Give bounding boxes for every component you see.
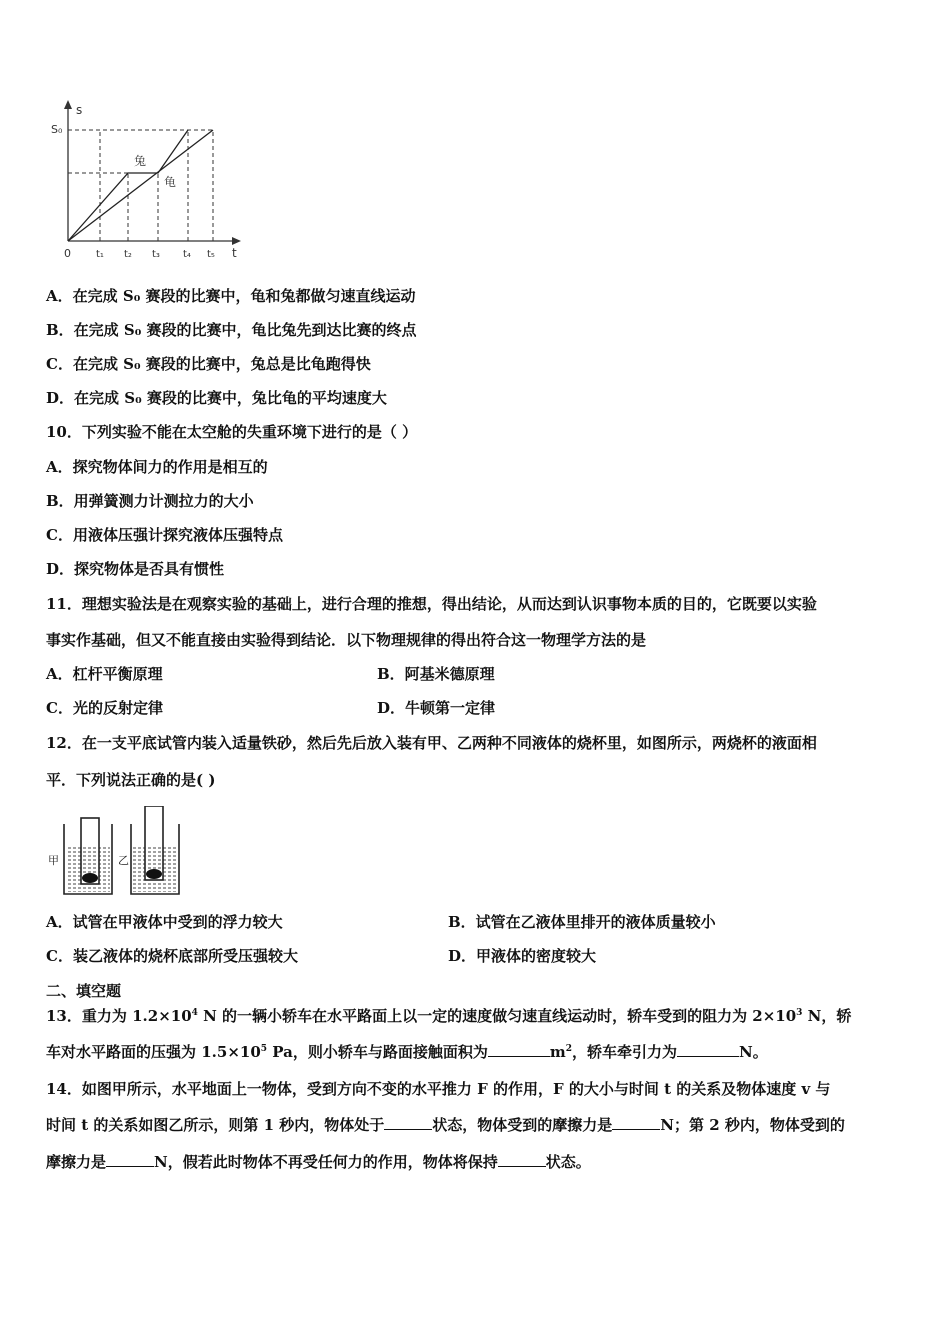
q13-unit-exp: 2 <box>565 1044 572 1054</box>
q14-line2-b: 状态，物体受到的摩擦力是 <box>432 1116 613 1134</box>
tick-t3: t₃ <box>152 249 160 260</box>
q10-option-b: B．用弹簧测力计测拉力的大小 <box>46 492 254 510</box>
s0-label: S₀ <box>51 123 63 136</box>
turtle-line <box>68 130 213 241</box>
tick-t1: t₁ <box>96 249 104 260</box>
iron-sand-yi <box>146 869 162 879</box>
q14-line2-c: N；第 2 秒内，物体受到的 <box>660 1116 845 1134</box>
q13-line1-c: N，轿 <box>802 1007 852 1025</box>
q13-exp1: 4 <box>191 1008 198 1018</box>
s-axis-arrow <box>64 100 72 109</box>
rabbit-label: 兔 <box>134 154 147 168</box>
tick-t2: t₂ <box>124 249 132 260</box>
q14-blank-state1[interactable] <box>384 1115 432 1130</box>
t-axis-arrow <box>232 237 241 245</box>
tick-t5: t₅ <box>207 249 215 260</box>
q12-option-b: B．试管在乙液体里排开的液体质量较小 <box>448 913 716 931</box>
q13-blank-area[interactable] <box>488 1042 550 1057</box>
q10-stem: 10．下列实验不能在太空舱的失重环境下进行的是（ ） <box>46 423 418 441</box>
q10-option-d: D．探究物体是否具有惯性 <box>46 560 225 578</box>
q13-line2-c: m <box>549 1043 566 1061</box>
q12-option-c: C．装乙液体的烧杯底部所受压强较大 <box>46 947 298 965</box>
q9-option-d: D．在完成 S₀ 赛段的比赛中，兔比龟的平均速度大 <box>46 389 387 407</box>
q14-line1: 14．如图甲所示，水平地面上一物体，受到方向不变的水平推力 F 的作用，F 的大小与时间 t 的关系及物体速度 v 与 <box>46 1080 831 1098</box>
q13-line2-a: 车对水平路面的压强为 1.5×10 <box>46 1043 261 1061</box>
turtle-label: 龟 <box>164 175 177 189</box>
section-title: 二、填空题 <box>46 982 122 1000</box>
q11-option-b: B．阿基米德原理 <box>377 665 495 683</box>
label-jia: 甲 <box>48 854 59 867</box>
q13-line1 <box>46 1006 906 1026</box>
q12-option-a: A．试管在甲液体中受到的浮力较大 <box>46 913 283 931</box>
q13-line1-a: 13．重力为 1.2×10 <box>46 1007 192 1025</box>
q11-option-c: C．光的反射定律 <box>46 699 163 717</box>
q14-blank-state2[interactable] <box>498 1152 546 1167</box>
beaker-figure <box>48 806 198 898</box>
q13-line2-b: Pa，则小轿车与路面接触面积为 <box>267 1043 488 1061</box>
t-axis-label: t <box>232 246 237 260</box>
q9-option-c: C．在完成 S₀ 赛段的比赛中，兔总是比龟跑得快 <box>46 355 371 373</box>
q13-exp2: 3 <box>796 1008 803 1018</box>
q11-option-a: A．杠杆平衡原理 <box>46 665 163 683</box>
q11-stem-line2: 事实作基础，但又不能直接由实验得到结论．以下物理规律的得出符合这一物理学方法的是 <box>46 631 647 649</box>
q14-blank-friction2[interactable] <box>106 1152 154 1167</box>
q14-blank-friction1[interactable] <box>612 1115 660 1130</box>
st-graph <box>48 96 258 266</box>
q13-blank-force[interactable] <box>677 1042 739 1057</box>
iron-sand-jia <box>82 873 98 883</box>
q11-option-d: D．牛顿第一定律 <box>377 699 496 717</box>
q14-line2 <box>46 1115 906 1135</box>
q11-stem-line1: 11．理想实验法是在观察实验的基础上，进行合理的推想，得出结论，从而达到认识事物本质的目的，它既要以实验 <box>46 595 817 613</box>
q12-stem-line1: 12．在一支平底试管内装入适量铁砂，然后先后放入装有甲、乙两种不同液体的烧杯里，如图所示，两烧杯的液面相 <box>46 734 817 752</box>
q13-exp3: 5 <box>260 1044 268 1054</box>
q13-line2-e: N。 <box>739 1043 768 1061</box>
s-axis-label: s <box>76 103 83 117</box>
q13-line2 <box>46 1042 768 1062</box>
origin-label: 0 <box>64 247 71 260</box>
q13-line2-d: ，轿车牵引力为 <box>572 1043 678 1061</box>
q14-line3-a: 摩擦力是 <box>46 1153 107 1171</box>
label-yi: 乙 <box>118 854 129 867</box>
q9-option-a: A．在完成 S₀ 赛段的比赛中，龟和兔都做匀速直线运动 <box>46 287 416 305</box>
q13-line1-b: N 的一辆小轿车在水平路面上以一定的速度做匀速直线运动时，轿车受到的阻力为 2×10 <box>197 1007 797 1025</box>
q14-line2-a: 时间 t 的关系如图乙所示，则第 1 秒内，物体处于 <box>46 1116 385 1134</box>
q9-option-b: B．在完成 S₀ 赛段的比赛中，龟比兔先到达比赛的终点 <box>46 321 417 339</box>
tick-t4: t₄ <box>183 249 191 260</box>
q12-option-d: D．甲液体的密度较大 <box>448 947 597 965</box>
q14-line3-b: N，假若此时物体不再受任何力的作用，物体将保持 <box>154 1153 498 1171</box>
q10-option-c: C．用液体压强计探究液体压强特点 <box>46 526 283 544</box>
q10-option-a: A．探究物体间力的作用是相互的 <box>46 458 268 476</box>
q12-stem-line2: 平．下列说法正确的是( ) <box>46 771 216 789</box>
q14-line3-c: 状态。 <box>545 1153 591 1171</box>
q14-line3 <box>46 1152 591 1172</box>
